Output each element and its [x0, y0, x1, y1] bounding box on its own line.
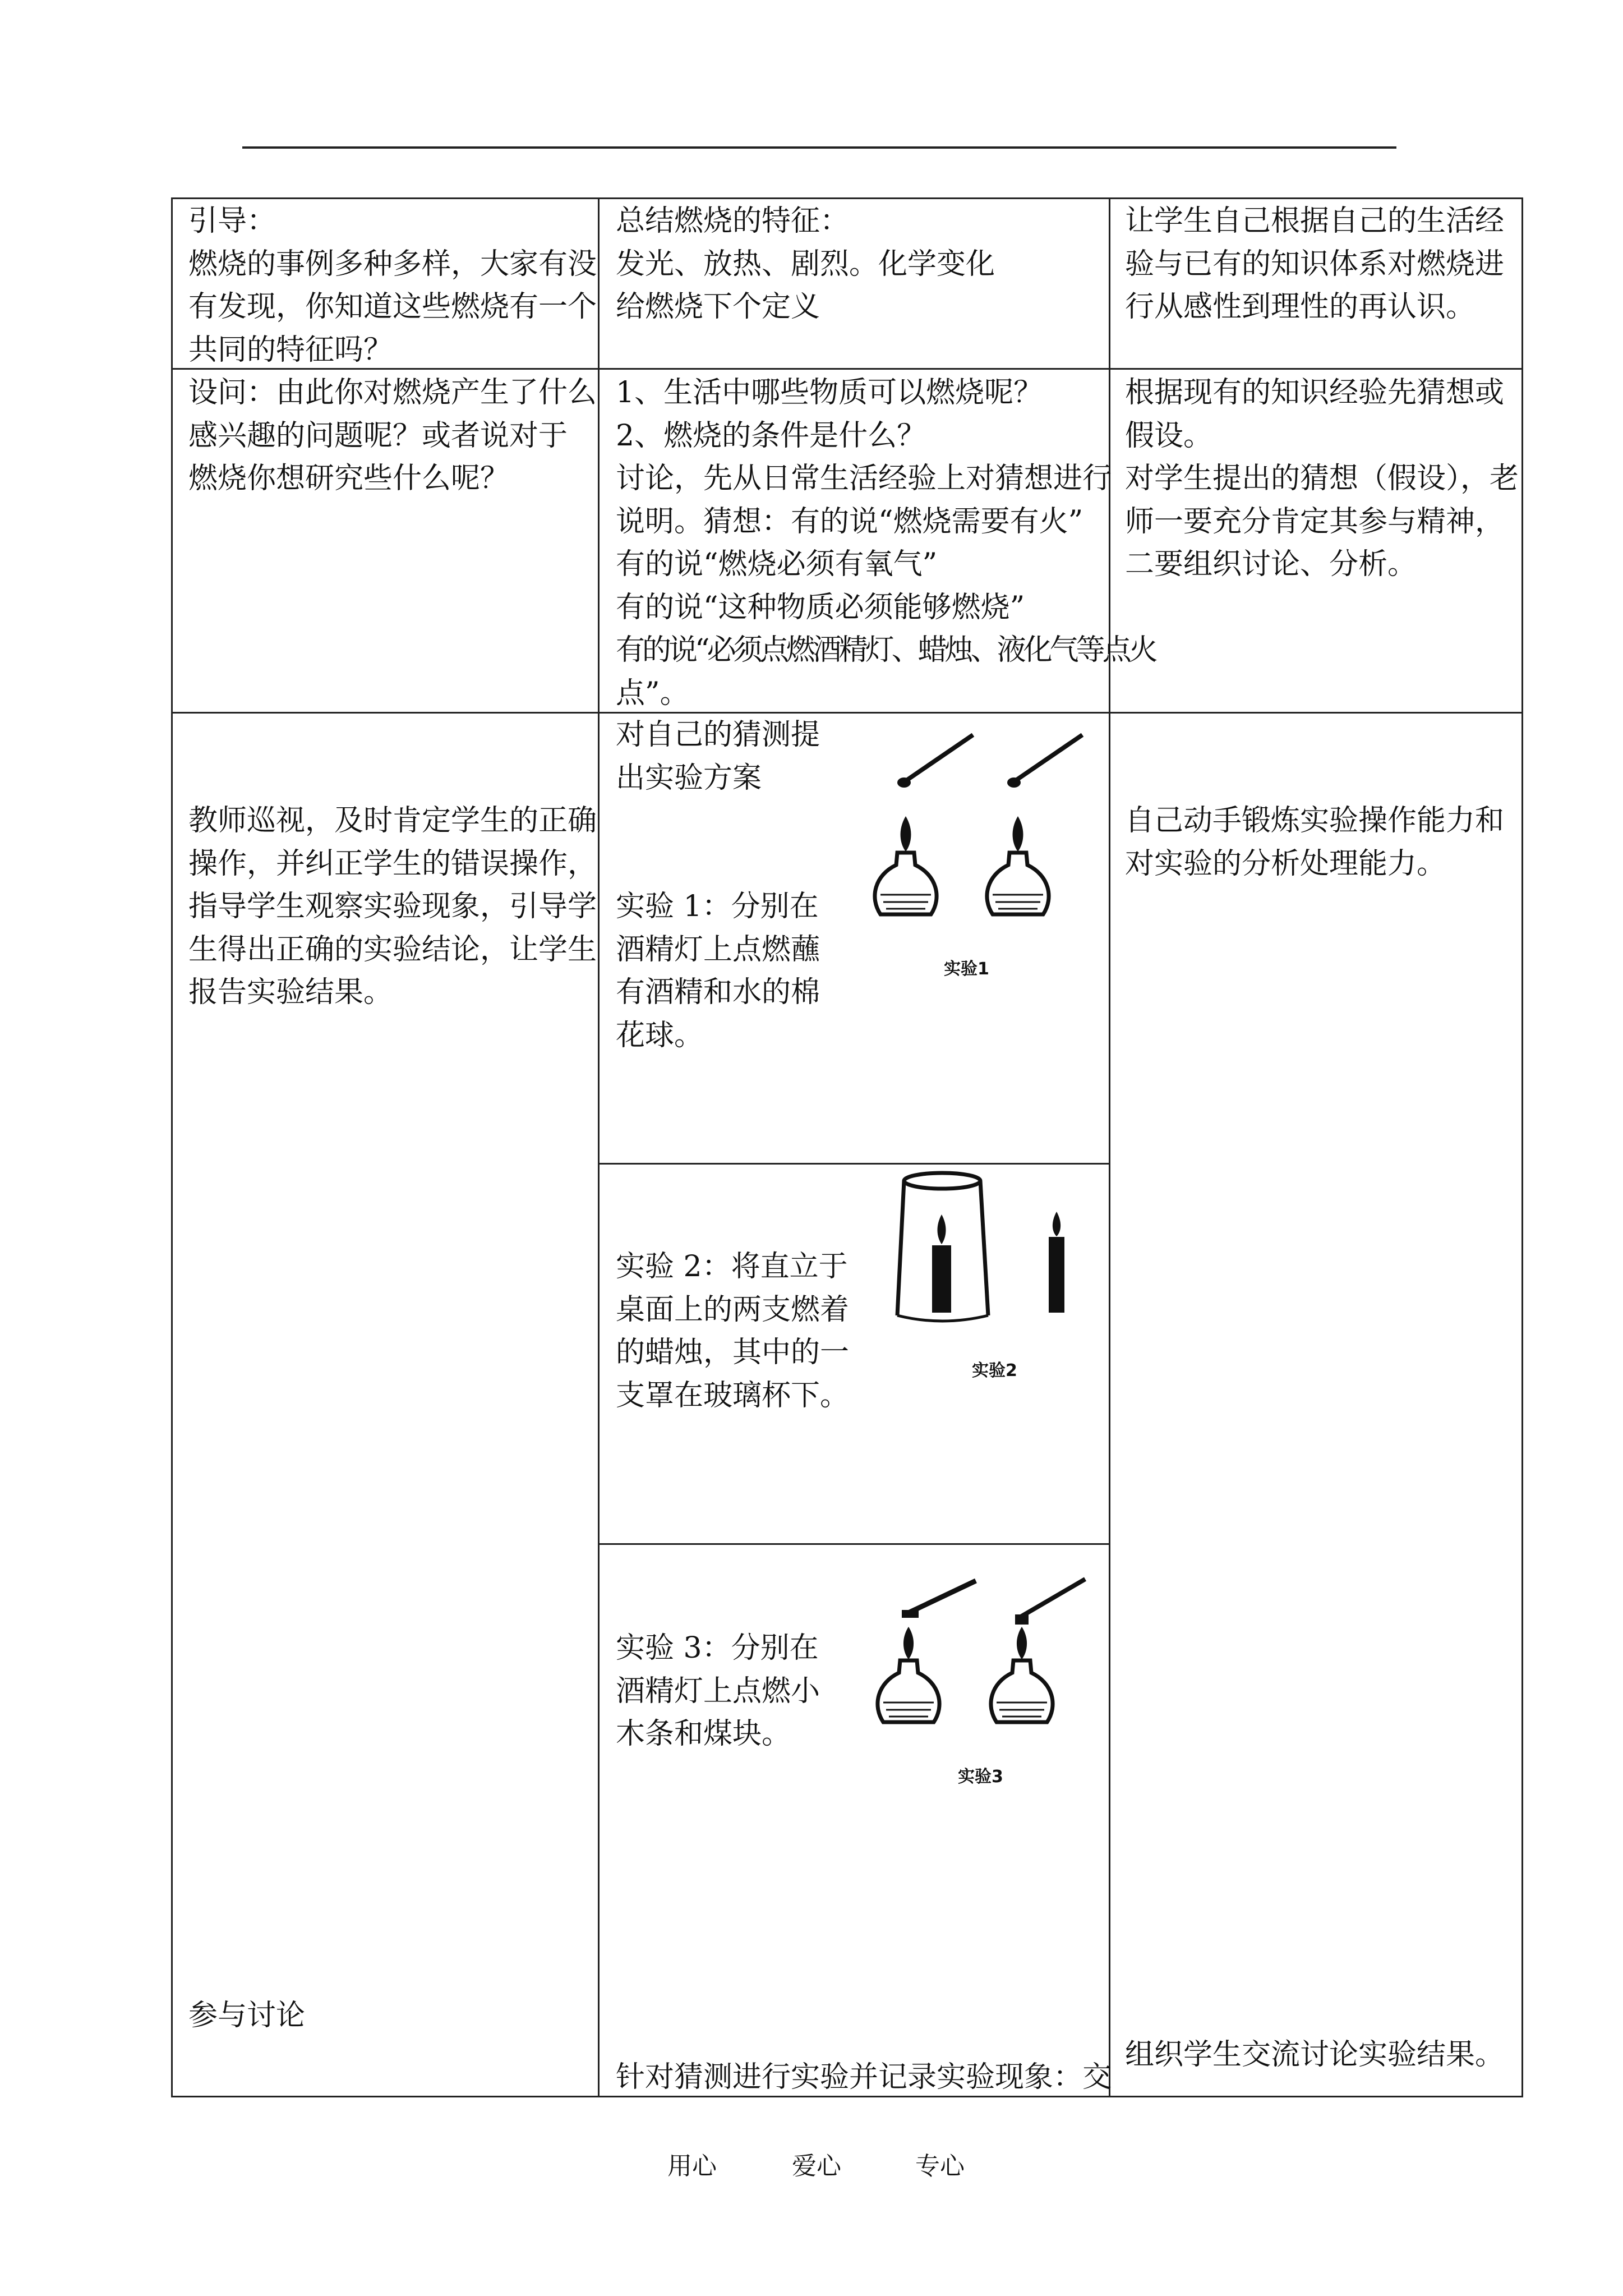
exp2-text: 实验 2：将直立于 桌面上的两支燃着 的蜡烛，其中的一 支罩在玻璃杯下。 [616, 1250, 850, 1412]
row2-col1-text: 设问：由此你对燃烧产生了什么 感兴趣的问题呢？或者说对于 燃烧你想研究些什么呢？ [188, 376, 597, 495]
row3-col1-text: 教师巡视，及时肯定学生的正确 操作，并纠正学生的错误操作， 指导学生观察实验现象，引导学 生得出正确的实验结论，让学生 报告实验结果。 [188, 804, 597, 1009]
row1-col1-text: 引导： 燃烧的事例多种多样，大家有没 有发现，你知道这些燃烧有一个 共同的特征吗？ [188, 204, 597, 367]
alcohol-lamp-figure-3 [875, 1571, 1110, 1761]
footer-item-1: 用心 [667, 2152, 717, 2180]
footer-item-3: 专心 [915, 2152, 965, 2180]
exp2-caption: 实验2 [972, 1361, 1017, 1381]
exp3-text: 实验 3：分别在 酒精灯上点燃小 木条和煤块。 [616, 1631, 820, 1751]
exp-bottom-text: 针对猜测进行实验并记录实验现象：交 [616, 2060, 1112, 2094]
row1-col3-text: 让学生自己根据自己的生活经 验与已有的知识体系对燃烧进 行从感性到理性的再认识。 [1125, 204, 1505, 324]
alcohol-lamp-figure-1 [875, 718, 1110, 954]
candle-glass-figure [892, 1167, 1094, 1346]
footer-item-2: 爱心 [792, 2152, 841, 2180]
row3-col1-bottom: 参与讨论 [188, 1999, 306, 2032]
row2-col2-text: 1、生活中哪些物质可以燃烧呢？ 2、燃烧的条件是什么？ 讨论，先从日常生活经验上对猜想进行 说明。猜想：有的说“燃烧需要有火” 有的说“燃烧必须有氧气” 有的说“这种物质必须能够燃烧” 有的说“必须点燃酒精灯、蜡烛、液化气等点火 点”。 [616, 376, 1155, 710]
exp1-caption: 实验1 [944, 959, 989, 979]
exp3-caption: 实验3 [958, 1767, 1003, 1787]
header-rule [242, 146, 1396, 149]
row1-col2-text: 总结燃烧的特征： 发光、放热、剧烈。化学变化 给燃烧下个定义 [616, 204, 995, 324]
row2-col3-text: 根据现有的知识经验先猜想或 假设。 对学生提出的猜想（假设），老 师一要充分肯定其参与精神， 二要组织讨论、分析。 [1125, 376, 1519, 581]
row3-col3-bottom: 组织学生交流讨论实验结果。 [1125, 2038, 1505, 2072]
row3-col3-text: 自己动手锻炼实验操作能力和 对实验的分析处理能力。 [1125, 804, 1505, 881]
exp1-text: 对自己的猜测提 出实验方案 实验 1：分别在 酒精灯上点燃蘸 有酒精和水的棉 花球。 [616, 718, 820, 1052]
row3-col3-cell [1109, 712, 1523, 2097]
